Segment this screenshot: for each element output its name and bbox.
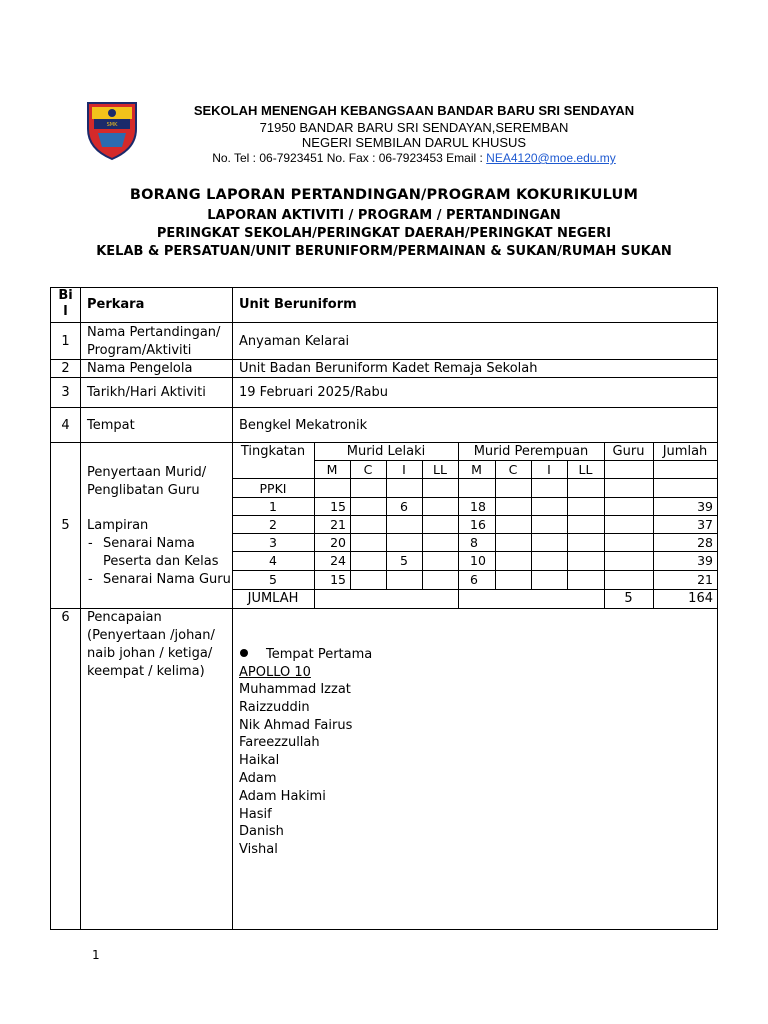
row-number: 6 [61, 610, 70, 625]
perkara-label: keempat / kelima) [87, 664, 205, 679]
lampiran-item: Senarai Nama Guru [103, 572, 231, 587]
perkara-label: Program/Aktiviti [87, 343, 192, 358]
sub-header: LL [433, 462, 447, 477]
sub-header: I [402, 462, 406, 477]
member-name: Raizzuddin [239, 699, 310, 715]
sub-header: C [508, 462, 518, 477]
perkara-label: Tempat [87, 418, 135, 433]
guru-header: Guru [612, 444, 645, 459]
perkara-label: Penglibatan Guru [87, 483, 200, 498]
perkara-label: Penyertaan Murid/ [87, 465, 207, 480]
participation-cell: 8 [470, 535, 478, 550]
form-title: BORANG LAPORAN PERTANDINGAN/PROGRAM KOKURIKULUM [129, 187, 639, 203]
perkara-label: (Penyertaan /johan/ [87, 628, 215, 643]
organizer-name: Unit Badan Beruniform Kadet Remaja Sekolah [239, 361, 538, 376]
participation-cell: 16 [470, 517, 486, 532]
member-name: Danish [239, 824, 284, 840]
form-subtitle-1: LAPORAN AKTIVITI / PROGRAM / PERTANDINGAN [207, 208, 561, 223]
sub-header: LL [578, 462, 593, 477]
participation-cell: 5 [269, 572, 277, 587]
member-name: Adam [239, 771, 277, 786]
row-number: 2 [61, 361, 70, 376]
member-name: Fareezzullah [239, 735, 320, 751]
list-dash: - [88, 572, 93, 587]
school-address: 71950 BANDAR BARU SRI SENDAYAN,SEREMBAN [259, 120, 569, 135]
perkara-label: Nama Pertandingan/ [87, 325, 221, 340]
jumlah-header: Jumlah [662, 444, 708, 459]
col-perkara-header: Perkara [87, 297, 145, 312]
participation-cell: 20 [330, 535, 346, 550]
member-name: Muhammad Izzat [239, 682, 351, 697]
participation-cell: 39 [697, 499, 713, 514]
row-number: 4 [61, 418, 70, 433]
sub-header: M [326, 462, 338, 477]
murid-perempuan-header: Murid Perempuan [473, 444, 589, 459]
murid-lelaki-header: Murid Lelaki [346, 444, 426, 459]
form-subtitle-2: PERINGKAT SEKOLAH/PERINGKAT DAERAH/PERINGKAT NEGERI [156, 226, 612, 241]
participation-cell: 3 [269, 535, 277, 550]
participation-cell: 2 [269, 517, 277, 532]
member-name: Haikal [239, 753, 280, 769]
participation-cell: 21 [697, 572, 713, 587]
participation-cell: 1 [269, 499, 277, 514]
team-name: APOLLO 10 [239, 665, 311, 680]
participation-cell: 28 [697, 535, 713, 550]
total-jumlah: 164 [688, 591, 713, 606]
school-state: NEGERI SEMBILAN DARUL KHUSUS [301, 135, 527, 150]
email-link[interactable]: NEA4120@moe.edu.my [486, 151, 616, 165]
participation-cell: 5 [400, 553, 408, 568]
participation-cell: 37 [697, 517, 713, 532]
participation-cell: 6 [400, 499, 408, 514]
activity-name: Anyaman Kelarai [239, 334, 350, 349]
svg-text:SMK: SMK [106, 122, 118, 128]
participation-cell: 18 [470, 499, 486, 514]
col-bil-header: Bi l [58, 288, 73, 319]
participation-cell: 21 [330, 517, 346, 532]
participation-cell: 15 [330, 499, 346, 514]
member-name: Hasif [239, 806, 272, 822]
participation-cell: 6 [470, 572, 478, 587]
sub-header: C [363, 462, 373, 477]
perkara-label: Pencapaian [87, 610, 162, 625]
participation-cell: 15 [330, 572, 346, 587]
activity-date: 19 Februari 2025/Rabu [239, 385, 388, 400]
school-name: SEKOLAH MENENGAH KEBANGSAAN BANDAR BARU SRI SENDAYAN [193, 103, 635, 118]
col-value-header: Unit Beruniform [239, 297, 357, 312]
member-name: Nik Ahmad Fairus [239, 717, 353, 733]
row-number: 1 [61, 334, 70, 349]
member-name: Adam Hakimi [239, 788, 326, 804]
school-contact: No. Tel : 06-7923451 No. Fax : 06-7923453 Email : NEA4120@moe.edu.my [212, 151, 616, 165]
venue: Bengkel Mekatronik [239, 418, 368, 433]
row-number: 3 [61, 385, 70, 400]
participation-cell: 4 [269, 553, 277, 568]
sub-header: I [547, 462, 551, 477]
tingkatan-header: Tingkatan [240, 444, 306, 459]
lampiran-label: Lampiran [87, 518, 149, 533]
lampiran-item: Senarai Nama [103, 536, 195, 551]
participation-cell: PPKI [259, 481, 287, 496]
perkara-label: naib johan / ketiga/ [87, 646, 213, 661]
total-label: JUMLAH [247, 591, 299, 606]
page-number: 1 [92, 948, 100, 962]
participation-cell: 39 [697, 553, 713, 568]
participation-cell: 24 [330, 553, 346, 568]
lampiran-item: Peserta dan Kelas [103, 554, 219, 569]
bullet-icon [240, 649, 248, 657]
list-dash: - [88, 536, 93, 551]
total-guru: 5 [624, 591, 633, 606]
form-subtitle-3: KELAB & PERSATUAN/UNIT BERUNIFORM/PERMAINAN & SUKAN/RUMAH SUKAN [96, 244, 672, 259]
member-name: Vishal [239, 842, 278, 858]
achievement-text: Tempat Pertama [266, 647, 373, 662]
participation-cell: 10 [470, 553, 486, 568]
sub-header: M [471, 462, 482, 477]
row-number: 5 [61, 518, 70, 533]
perkara-label: Nama Pengelola [87, 361, 193, 376]
perkara-label: Tarikh/Hari Aktiviti [87, 385, 206, 400]
